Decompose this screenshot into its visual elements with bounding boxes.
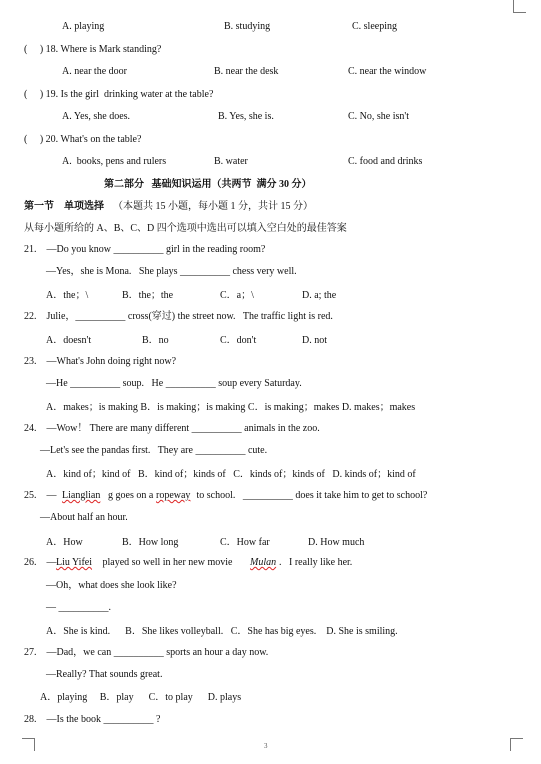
q25-options-text: B．How long bbox=[122, 537, 179, 548]
q17-options-text: C. sleeping bbox=[352, 21, 397, 32]
q25-stem-text: g goes on a bbox=[108, 490, 156, 501]
q25-options-text: A．How bbox=[46, 537, 83, 548]
q20-options-text: A. books, pens and rulers bbox=[62, 156, 167, 167]
q21-options-text: A．the；\ bbox=[46, 290, 89, 301]
q26-options-text: A．She is kind. B．She likes volleyball. C．She has big eyes. D. She is smiling. bbox=[46, 626, 398, 637]
q27-stem-text: 27. —Dad，we can __________ sports an hour a day now. bbox=[24, 647, 269, 658]
q22-options-text: A．doesn't bbox=[46, 335, 92, 346]
q18-options-text: C. near the window bbox=[348, 66, 427, 77]
q22-options-text: D. not bbox=[302, 335, 327, 346]
part2-title-text: 第二部分 基础知识运用（共两节 满分 30 分） bbox=[104, 179, 312, 190]
q18-options-text: B. near the desk bbox=[214, 66, 279, 77]
section1-title-text: 第一节 单项选择 bbox=[24, 201, 104, 212]
q26-stem-text: Mulan bbox=[250, 557, 277, 568]
crop-mark-bottom-left bbox=[22, 738, 35, 751]
q26-stem-text: 26. — bbox=[24, 557, 57, 568]
q25-options-text: D. How much bbox=[308, 537, 365, 548]
q19-options-text: B. Yes, she is. bbox=[218, 111, 274, 122]
q24-stem-text: 24. —Wow！ There are many different __________ animals in the zoo. bbox=[24, 423, 320, 434]
q25-options-text: C．How far bbox=[220, 537, 270, 548]
q17-options-text: A. playing bbox=[62, 21, 105, 32]
page-number: 3 bbox=[264, 742, 268, 750]
q22-options-text: C．don't bbox=[220, 335, 257, 346]
q28-stem-text: 28. —Is the book __________ ? bbox=[24, 714, 161, 725]
q25-stem-text: Lianglian bbox=[62, 490, 101, 501]
q26-stem-text: played so well in her new movie bbox=[100, 557, 235, 568]
q26-stem-text: . I really like her. bbox=[279, 557, 353, 568]
crop-mark-top-right bbox=[513, 0, 526, 13]
section1-title-text: （本题共 15 小题，每小题 1 分，共计 15 分） bbox=[113, 201, 313, 212]
q18-stem-text: ( ) 18. Where is Mark standing? bbox=[24, 44, 162, 55]
q26-stem-text: Liu Yifei bbox=[56, 557, 93, 568]
q21-options-text: D. a; the bbox=[302, 290, 337, 301]
q27-line2-text: —Really? That sounds great. bbox=[46, 669, 163, 680]
q21-line2-text: —Yes，she is Mona. She plays __________ chess very well. bbox=[46, 266, 297, 277]
q25-line2-text: —About half an hour. bbox=[40, 512, 128, 523]
q24-options-text: A．kind of；kind of B．kind of；kinds of C．kinds of；kinds of D. kinds of；kind of bbox=[46, 469, 416, 480]
q23-stem-text: 23. —What's John doing right now? bbox=[24, 356, 177, 367]
q20-options-text: C. food and drinks bbox=[348, 156, 423, 167]
q26-line3-text: — __________. bbox=[46, 602, 111, 613]
crop-mark-bottom-right bbox=[510, 738, 523, 751]
q19-options-text: A. Yes, she does. bbox=[62, 111, 131, 122]
q21-stem-text: 21. —Do you know __________ girl in the reading room? bbox=[24, 244, 266, 255]
q19-options-text: C. No, she isn't bbox=[348, 111, 409, 122]
q26-line2-text: —Oh，what does she look like? bbox=[46, 580, 177, 591]
q23-line2-text: —He __________ soup. He __________ soup every Saturday. bbox=[46, 378, 302, 389]
q18-options-text: A. near the door bbox=[62, 66, 127, 77]
q25-stem-text: ropeway bbox=[156, 490, 191, 501]
q21-options-text: B．the；the bbox=[122, 290, 174, 301]
q20-options-text: B. water bbox=[214, 156, 248, 167]
q25-stem-text: 25. — bbox=[24, 490, 59, 501]
section1-instruction-text: 从每小题所给的 A、B、C、D 四个选项中选出可以填入空白处的最佳答案 bbox=[24, 223, 347, 234]
q27-options-text: A．playing B．play C．to play D. plays bbox=[40, 692, 242, 703]
q21-options-text: C．a；\ bbox=[220, 290, 254, 301]
q17-options-text: B. studying bbox=[224, 21, 271, 32]
q19-stem-text: ( ) 19. Is the girl drinking water at the table? bbox=[24, 89, 214, 100]
q24-line2-text: —Let's see the pandas first. They are __________ cute. bbox=[40, 445, 268, 456]
q22-stem-text: 22. Julie，__________ cross(穿过) the street now. The traffic light is red. bbox=[24, 311, 333, 322]
q23-options-text: A．makes；is making B．is making；is making C．is making；makes D. makes；makes bbox=[46, 402, 416, 413]
q20-stem-text: ( ) 20. What's on the table? bbox=[24, 134, 142, 145]
q25-stem-text: to school. __________ does it take him to get to school? bbox=[194, 490, 428, 501]
q22-options-text: B．no bbox=[142, 335, 169, 346]
